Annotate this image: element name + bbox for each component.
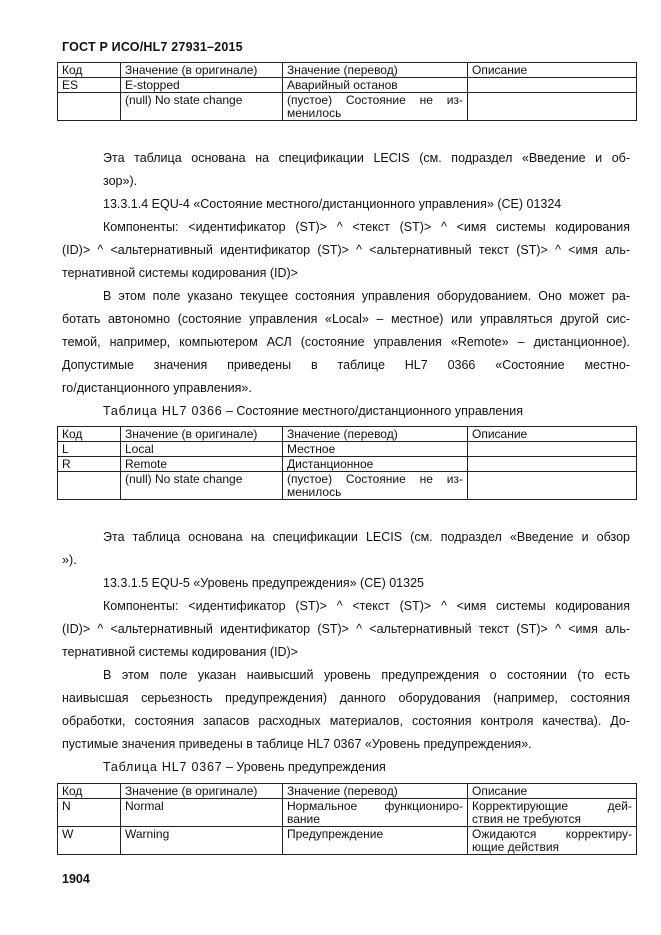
column-header-original: Значение (в оригинале) <box>121 63 283 78</box>
cell-description <box>468 93 637 121</box>
table-top <box>57 62 637 121</box>
table-row <box>58 442 637 457</box>
cell-line: Нормальное функциониро- <box>287 799 463 813</box>
cell-code: R <box>58 457 121 472</box>
column-header-description: Описание <box>468 427 637 442</box>
text-line: Компоненты: <идентификатор (ST)> ^ <текст (ST)> ^ <имя системы кодирования <box>103 599 630 613</box>
column-header-description: Описание <box>468 63 637 78</box>
column-header-translation: Значение (перевод) <box>283 784 468 799</box>
text-line: обработки, состояния запасов расходных материалов, состояния контроля качества). До- <box>62 714 630 728</box>
cell-description <box>468 827 637 855</box>
cell-original: (null) No state change <box>121 472 283 500</box>
cell-original: (null) No state change <box>121 93 283 121</box>
table-row <box>58 78 637 93</box>
section-heading-equ4: 13.3.1.4 EQU-4 «Состояние местного/дистанционного управления» (CE) 01324 <box>103 197 562 211</box>
paragraph-components-2 <box>62 595 630 664</box>
text-line: Эта таблица основана на спецификации LECIS (см. подраздел «Введение и об- <box>103 151 630 165</box>
cell-translation <box>283 472 468 500</box>
table-row <box>58 93 637 121</box>
text-line: (ID)> ^ <альтернативный идентификатор (ST)> ^ <альтернативный текст (ST)> ^ <имя аль- <box>62 243 630 257</box>
cell-code: L <box>58 442 121 457</box>
cell-line: менилось <box>287 106 342 120</box>
text-line: го/дистанционного управления». <box>62 381 252 395</box>
cell-line: менилось <box>287 485 342 499</box>
column-header-original: Значение (в оригинале) <box>121 427 283 442</box>
cell-original: Remote <box>121 457 283 472</box>
cell-line: (пустое) Состояние не из- <box>287 93 463 107</box>
cell-code <box>58 472 121 500</box>
cell-description <box>468 442 637 457</box>
cell-code: ES <box>58 78 121 93</box>
text-line: Эта таблица основана на спецификации LECIS (см. подраздел «Введение и обзор <box>103 530 630 544</box>
cell-original: Warning <box>121 827 283 855</box>
cell-translation <box>283 93 468 121</box>
cell-translation <box>283 799 468 827</box>
table-row <box>58 827 637 855</box>
cell-translation: Местное <box>283 442 468 457</box>
text-line: тернативной системы кодирования (ID)> <box>62 645 298 659</box>
text-line: В этом поле указано текущее состояния управления оборудованием. Оно может ра- <box>103 289 630 303</box>
caption-title: – Состояние местного/дистанционного управления <box>222 404 524 418</box>
table-hl7-0366 <box>57 426 637 500</box>
paragraph-description-equ5 <box>62 664 630 756</box>
table-row <box>58 457 637 472</box>
page-number: 1904 <box>62 872 90 886</box>
cell-line: (пустое) Состояние не из- <box>287 472 463 486</box>
cell-code <box>58 93 121 121</box>
cell-description <box>468 78 637 93</box>
cell-translation: Дистанционное <box>283 457 468 472</box>
column-header-code: Код <box>58 63 121 78</box>
cell-original: Local <box>121 442 283 457</box>
table-caption-0367 <box>62 756 630 779</box>
paragraph-lecis-note-1 <box>62 147 630 193</box>
section-heading-equ5: 13.3.1.5 EQU-5 «Уровень предупреждения» (CE) 01325 <box>103 576 424 590</box>
cell-description <box>468 457 637 472</box>
column-header-original: Значение (в оригинале) <box>121 784 283 799</box>
column-header-description: Описание <box>468 784 637 799</box>
table-header-row <box>58 784 637 799</box>
cell-description <box>468 472 637 500</box>
cell-description <box>468 799 637 827</box>
text-line: »). <box>62 553 77 567</box>
text-line: темой, например, компьютером АСЛ (состояние управления «Remote» – дистанционное). <box>62 335 630 349</box>
paragraph-components-1 <box>62 216 630 285</box>
paragraph-lecis-note-2 <box>62 526 630 572</box>
column-header-translation: Значение (перевод) <box>283 427 468 442</box>
table-caption-0366 <box>62 400 630 423</box>
text-line: В этом поле указан наивысший уровень предупреждения о состоянии (то есть <box>103 668 630 682</box>
cell-line: Ожидаются корректиру- <box>472 827 632 841</box>
text-line: пустимые значения приведены в таблице HL7 0367 «Уровень предупреждения». <box>62 737 532 751</box>
caption-prefix: Таблица HL7 0366 <box>103 404 223 418</box>
cell-translation: Предупреждение <box>283 827 468 855</box>
column-header-code: Код <box>58 427 121 442</box>
cell-translation: Аварийный останов <box>283 78 468 93</box>
text-line: тернативной системы кодирования (ID)> <box>62 266 298 280</box>
cell-code: N <box>58 799 121 827</box>
cell-line: ющие действия <box>472 840 560 854</box>
table-hl7-0367 <box>57 783 637 855</box>
text-line: наивысшая серьезность предупреждения) данного оборудования (например, состояния <box>62 691 630 705</box>
cell-code: W <box>58 827 121 855</box>
paragraph-description-equ4 <box>62 285 630 400</box>
text-line: зор»). <box>103 174 138 188</box>
table-row <box>58 799 637 827</box>
text-line: Компоненты: <идентификатор (ST)> ^ <текст (ST)> ^ <имя системы кодирования <box>103 220 630 234</box>
table-header-row <box>58 427 637 442</box>
cell-line: вание <box>287 812 320 826</box>
caption-prefix: Таблица HL7 0367 <box>103 760 223 774</box>
cell-original: Normal <box>121 799 283 827</box>
cell-original: E-stopped <box>121 78 283 93</box>
column-header-code: Код <box>58 784 121 799</box>
cell-line: Корректирующие дей- <box>472 799 632 813</box>
caption-title: – Уровень предупреждения <box>222 760 386 774</box>
table-header-row <box>58 63 637 78</box>
text-line: ботать автономно (состояние управления «Local» – местное) или управляться другой сис- <box>62 312 630 326</box>
column-header-translation: Значение (перевод) <box>283 63 468 78</box>
cell-line: ствия не требуются <box>472 812 581 826</box>
document-header: ГОСТ Р ИСО/HL7 27931–2015 <box>62 40 243 54</box>
text-line: (ID)> ^ <альтернативный идентификатор (ST)> ^ <альтернативный текст (ST)> ^ <имя аль- <box>62 622 630 636</box>
text-line: Допустимые значения приведены в таблице HL7 0366 «Состояние местно- <box>62 358 630 372</box>
table-row <box>58 472 637 500</box>
